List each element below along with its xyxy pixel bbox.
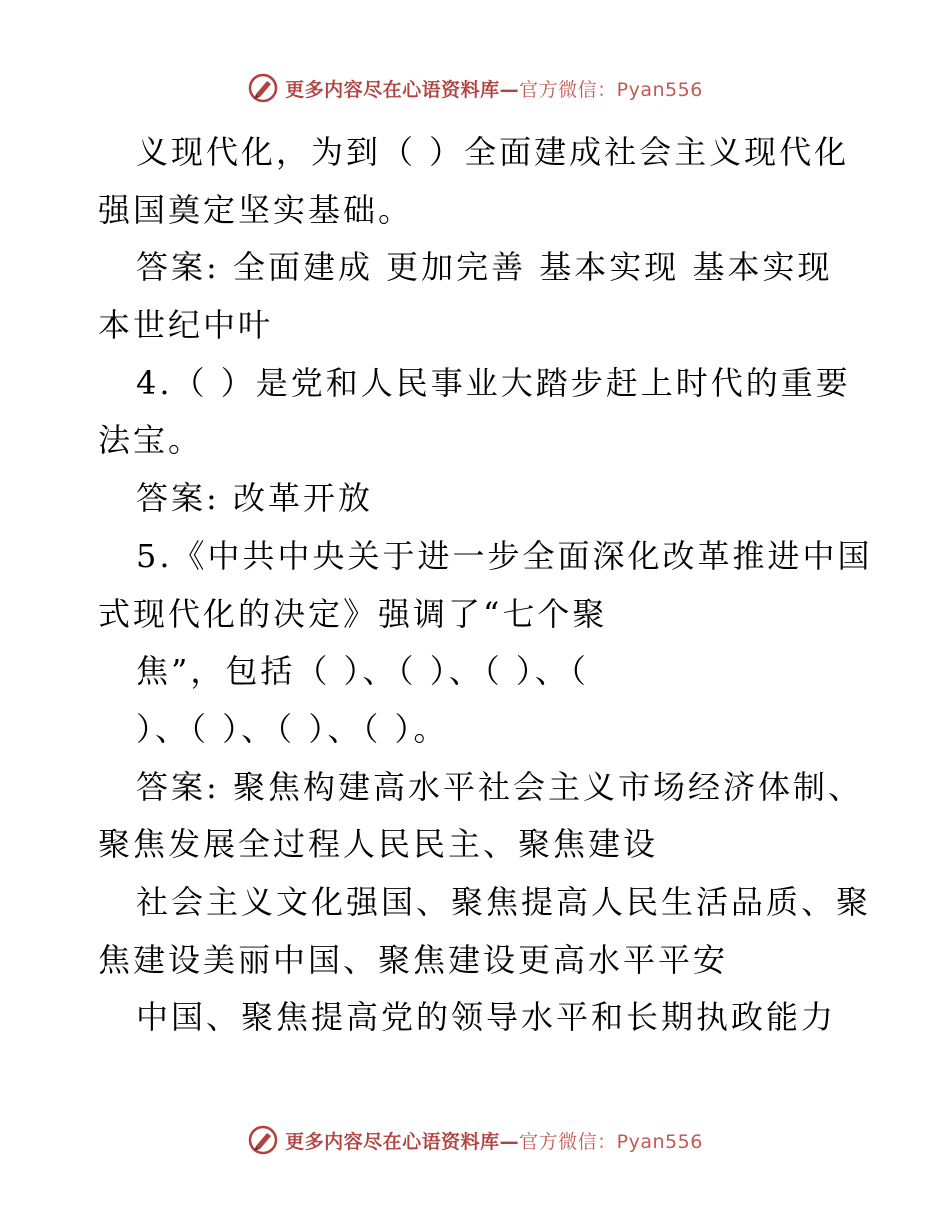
- text-line: 中国、聚焦提高党的领导水平和长期执政能力: [136, 998, 837, 1037]
- header-banner-text: [285, 75, 703, 102]
- text-line: 答案: 改革开放: [136, 479, 373, 518]
- text-line: 4.（ ）是党和人民事业大踏步赶上时代的重要: [136, 363, 851, 402]
- header-banner-main: 更多内容尽在心语资料库—: [285, 78, 520, 101]
- text-line: 法宝。: [98, 421, 204, 460]
- pen-logo-icon: [247, 1124, 279, 1156]
- text-line: 焦建设美丽中国、聚焦建设更高水平平安: [98, 940, 729, 979]
- text-line: 强国奠定坚实基础。: [98, 190, 414, 229]
- text-line: ）、（ ）、（ ）、（ ）。: [136, 709, 449, 748]
- text-line: 焦”，包括（ ）、（ ）、（ ）、（: [136, 652, 589, 691]
- header-banner-wechat: 官方微信：Pyan556: [519, 78, 703, 101]
- document-body: [98, 124, 873, 1047]
- text-line: 社会主义文化强国、聚焦提高人民生活品质、聚: [136, 882, 872, 921]
- footer-banner-wechat: 官方微信：Pyan556: [519, 1130, 703, 1153]
- page-header-banner: [0, 72, 950, 104]
- text-line: 式现代化的决定》强调了“七个聚: [98, 594, 608, 633]
- pen-logo-icon: [247, 72, 279, 104]
- text-line: 5.《中共中央关于进一步全面深化改革推进中国: [136, 536, 873, 575]
- footer-banner-main: 更多内容尽在心语资料库—: [285, 1130, 520, 1153]
- footer-banner-text: [285, 1127, 703, 1154]
- text-line: 聚焦发展全过程人民民主、聚焦建设: [98, 825, 659, 864]
- text-line: 本世纪中叶: [98, 306, 274, 345]
- text-line: 答案: 聚焦构建高水平社会主义市场经济体制、: [136, 767, 863, 806]
- text-line: 答案: 全面建成 更加完善 基本实现 基本实现: [136, 248, 833, 287]
- text-line: 义现代化，为到（ ）全面建成社会主义现代化: [136, 133, 850, 171]
- page-footer-banner: [0, 1124, 950, 1156]
